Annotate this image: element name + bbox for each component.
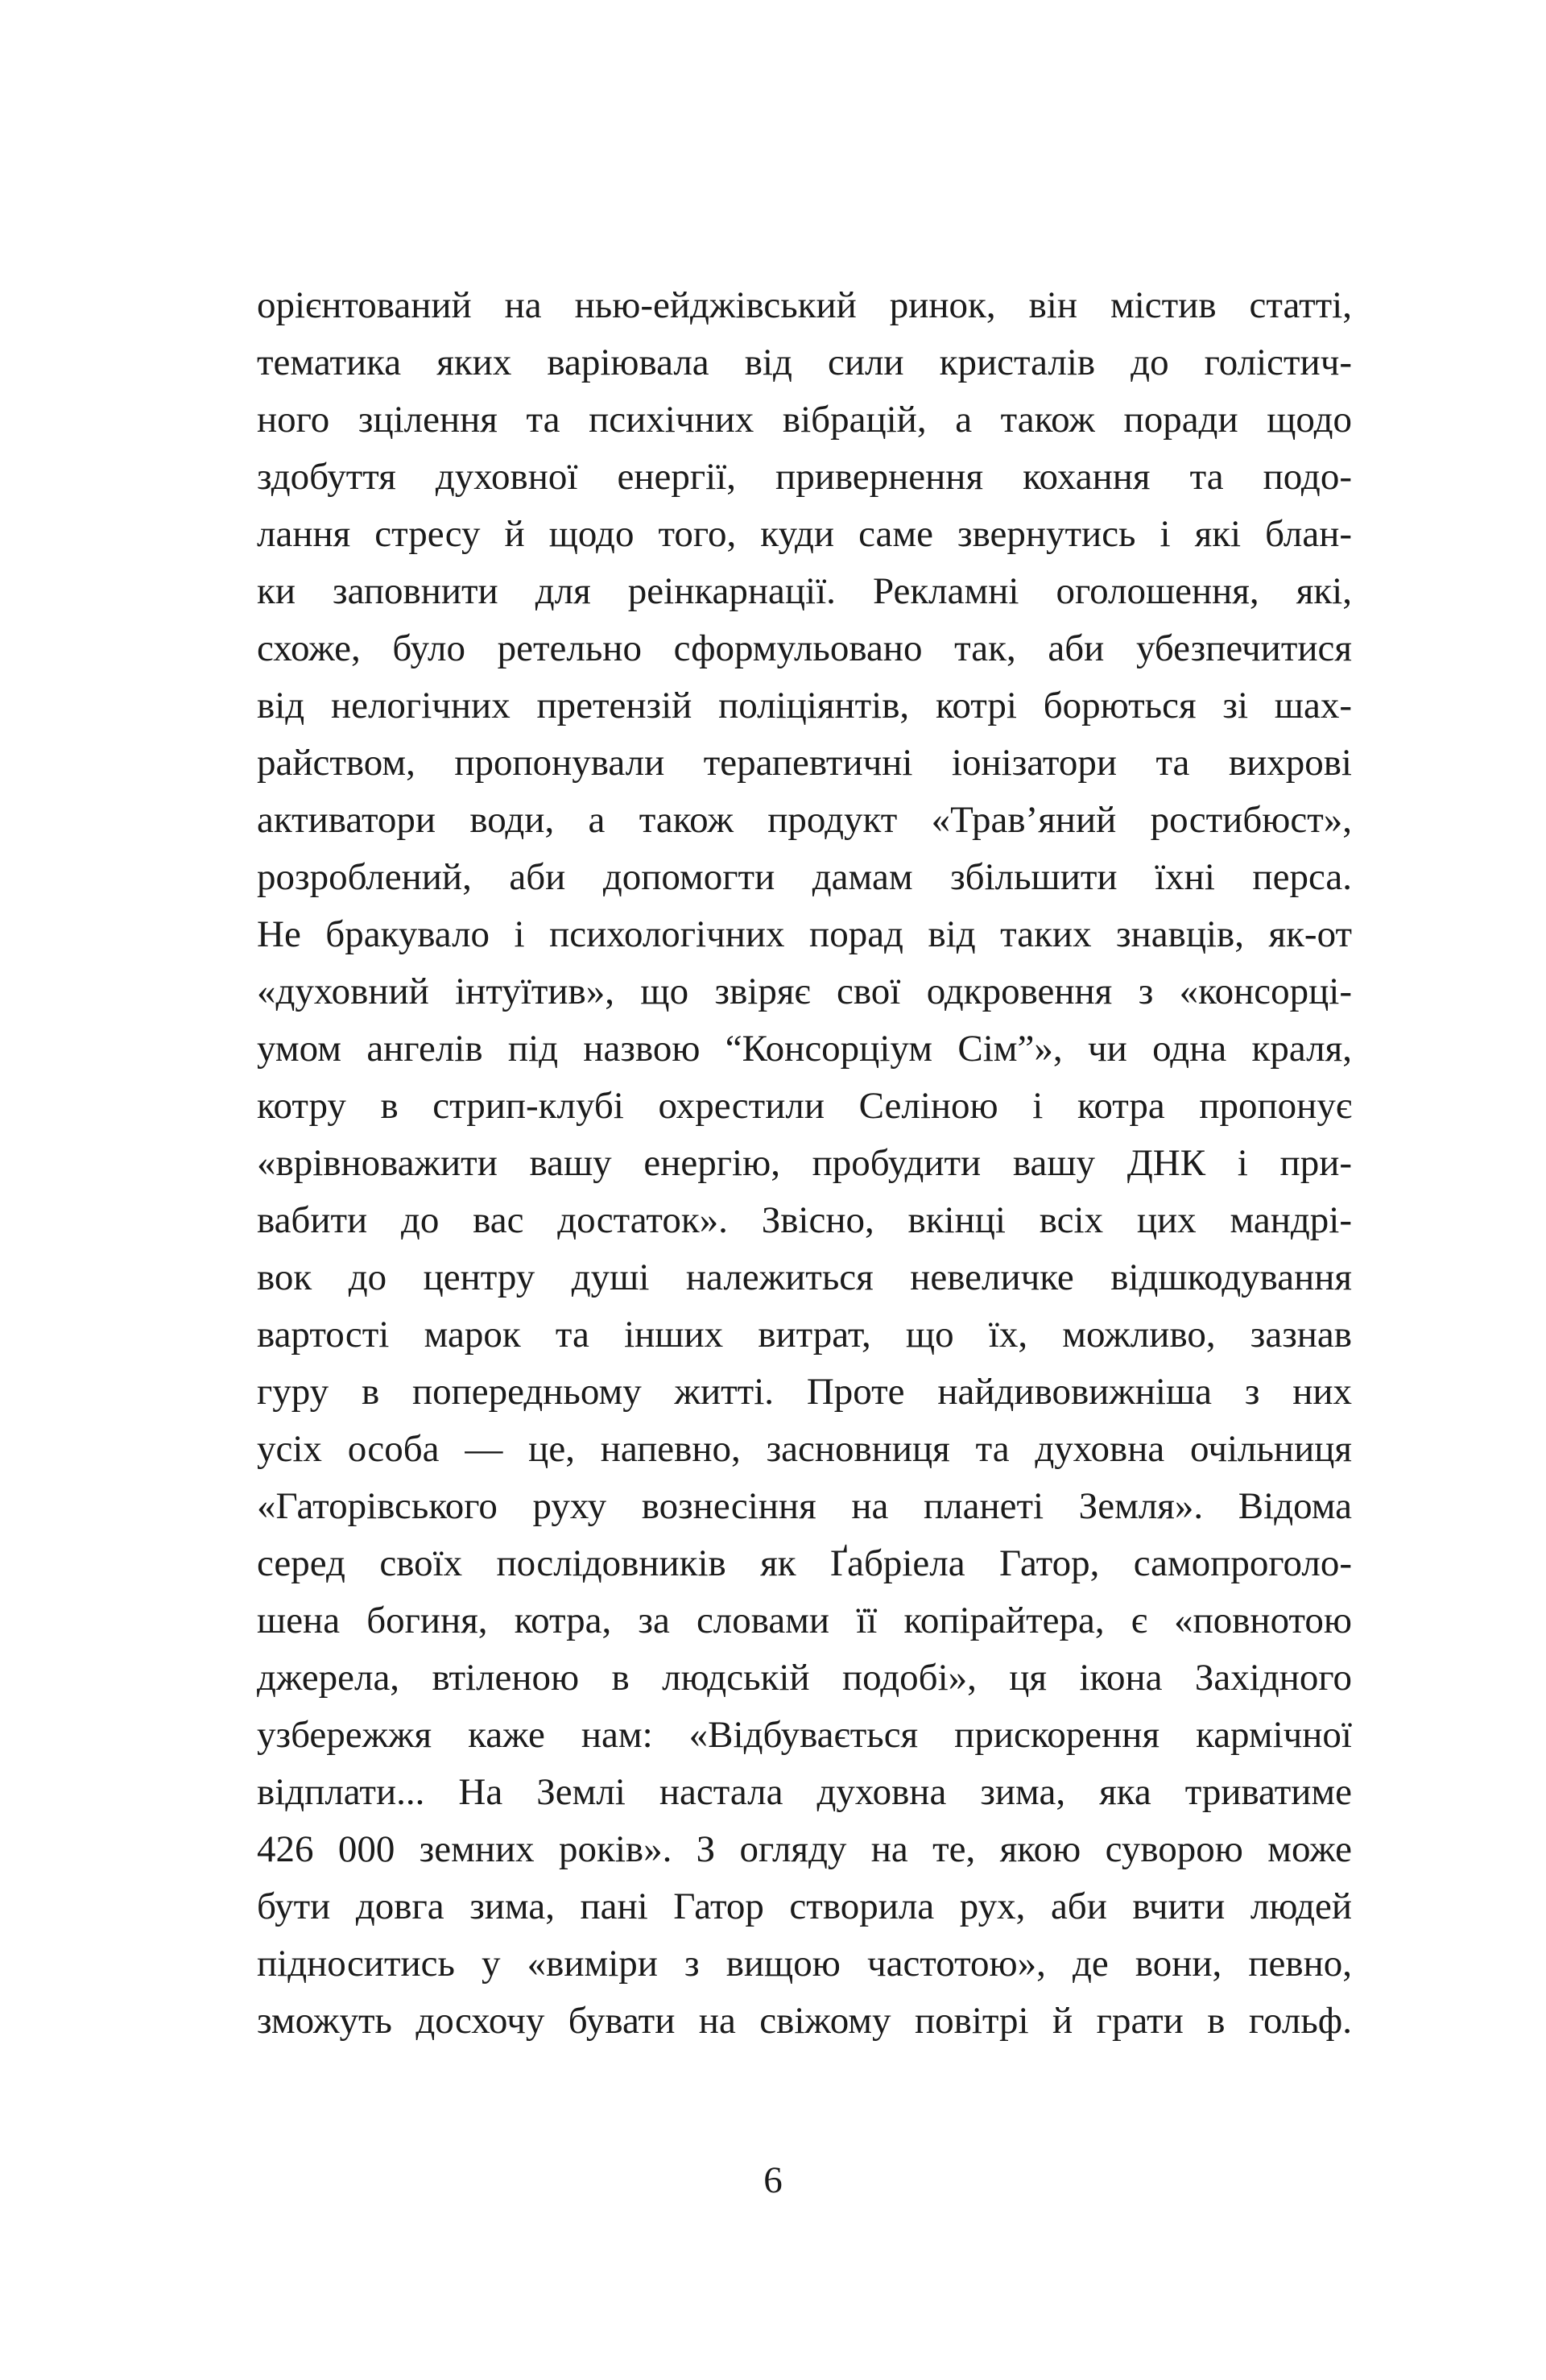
page-number: 6: [763, 2159, 783, 2201]
text-line: схоже, було ретельно сформульовано так, аби убезпечитися: [257, 627, 1352, 669]
text-line: джерела, втіленою в людській подобі», ця ікона Західного: [257, 1657, 1352, 1699]
text-line: від нелогічних претензій поліціянтів, котрі борються зі шах-: [257, 685, 1352, 726]
text-line: тематика яких варіювала від сили кристалів до голістич-: [257, 341, 1352, 383]
text-line: Не бракувало і психологічних порад від таких знавців, як-от: [257, 913, 1352, 955]
text-line: усіх особа — це, напевно, засновниця та духовна очільниця: [257, 1428, 1352, 1470]
text-line: активатори води, а також продукт «Трав’яний ростибюст»,: [257, 799, 1352, 841]
text-line: шена богиня, котра, за словами її копірайтера, є «повнотою: [257, 1600, 1352, 1641]
text-line: ки заповнити для реінкарнації. Рекламні оголошення, які,: [257, 570, 1352, 612]
text-line: умом ангелів під назвою “Консорціум Сім”», чи одна краля,: [257, 1028, 1352, 1070]
body-text: [257, 277, 1352, 2050]
text-line: узбережжя каже нам: «Відбувається прискорення кармічної: [257, 1714, 1352, 1756]
text-line: «врівноважити вашу енергію, пробудити вашу ДНК і при-: [257, 1142, 1352, 1184]
text-line: орієнтований на нью-ейджівський ринок, він містив статті,: [257, 284, 1352, 326]
text-line: «духовний інтуїтив», що звіряє свої одкровення з «консорці-: [257, 971, 1352, 1012]
text-line: гуру в попередньому житті. Проте найдивовижніша з них: [257, 1371, 1352, 1413]
text-line: 426 000 земних років». З огляду на те, якою суворою може: [257, 1828, 1352, 1870]
text-line: вок до центру душі належиться невеличке відшкодування: [257, 1256, 1352, 1298]
text-line: підноситись у «виміри з вищою частотою», де вони, певно,: [257, 1943, 1352, 1985]
text-line: серед своїх послідовників як Ґабріела Гатор, самопроголо-: [257, 1542, 1352, 1584]
text-line: вартості марок та інших витрат, що їх, можливо, зазнав: [257, 1314, 1352, 1356]
text-line: котру в стрип-клубі охрестили Селіною і котра пропонує: [257, 1085, 1352, 1127]
text-line: розроблений, аби допомогти дамам збільшити їхні перса.: [257, 856, 1352, 898]
text-line: бути довга зима, пані Гатор створила рух, аби вчити людей: [257, 1885, 1352, 1927]
text-line: вабити до вас достаток». Звісно, вкінці всіх цих мандрі-: [257, 1199, 1352, 1241]
text-line: зможуть досхочу бувати на свіжому повітрі й грати в гольф.: [257, 2000, 1352, 2042]
text-line: відплати... На Землі настала духовна зима, яка триватиме: [257, 1771, 1352, 1813]
text-line: райством, пропонували терапевтичні іонізатори та вихрові: [257, 742, 1352, 784]
text-line: ного зцілення та психічних вібрацій, а також поради щодо: [257, 399, 1352, 441]
text-line: «Гаторівського руху вознесіння на планеті Земля». Відома: [257, 1485, 1352, 1527]
text-line: здобуття духовної енергії, привернення кохання та подо-: [257, 456, 1352, 498]
text-line: лання стресу й щодо того, куди саме звернутись і які блан-: [257, 513, 1352, 555]
